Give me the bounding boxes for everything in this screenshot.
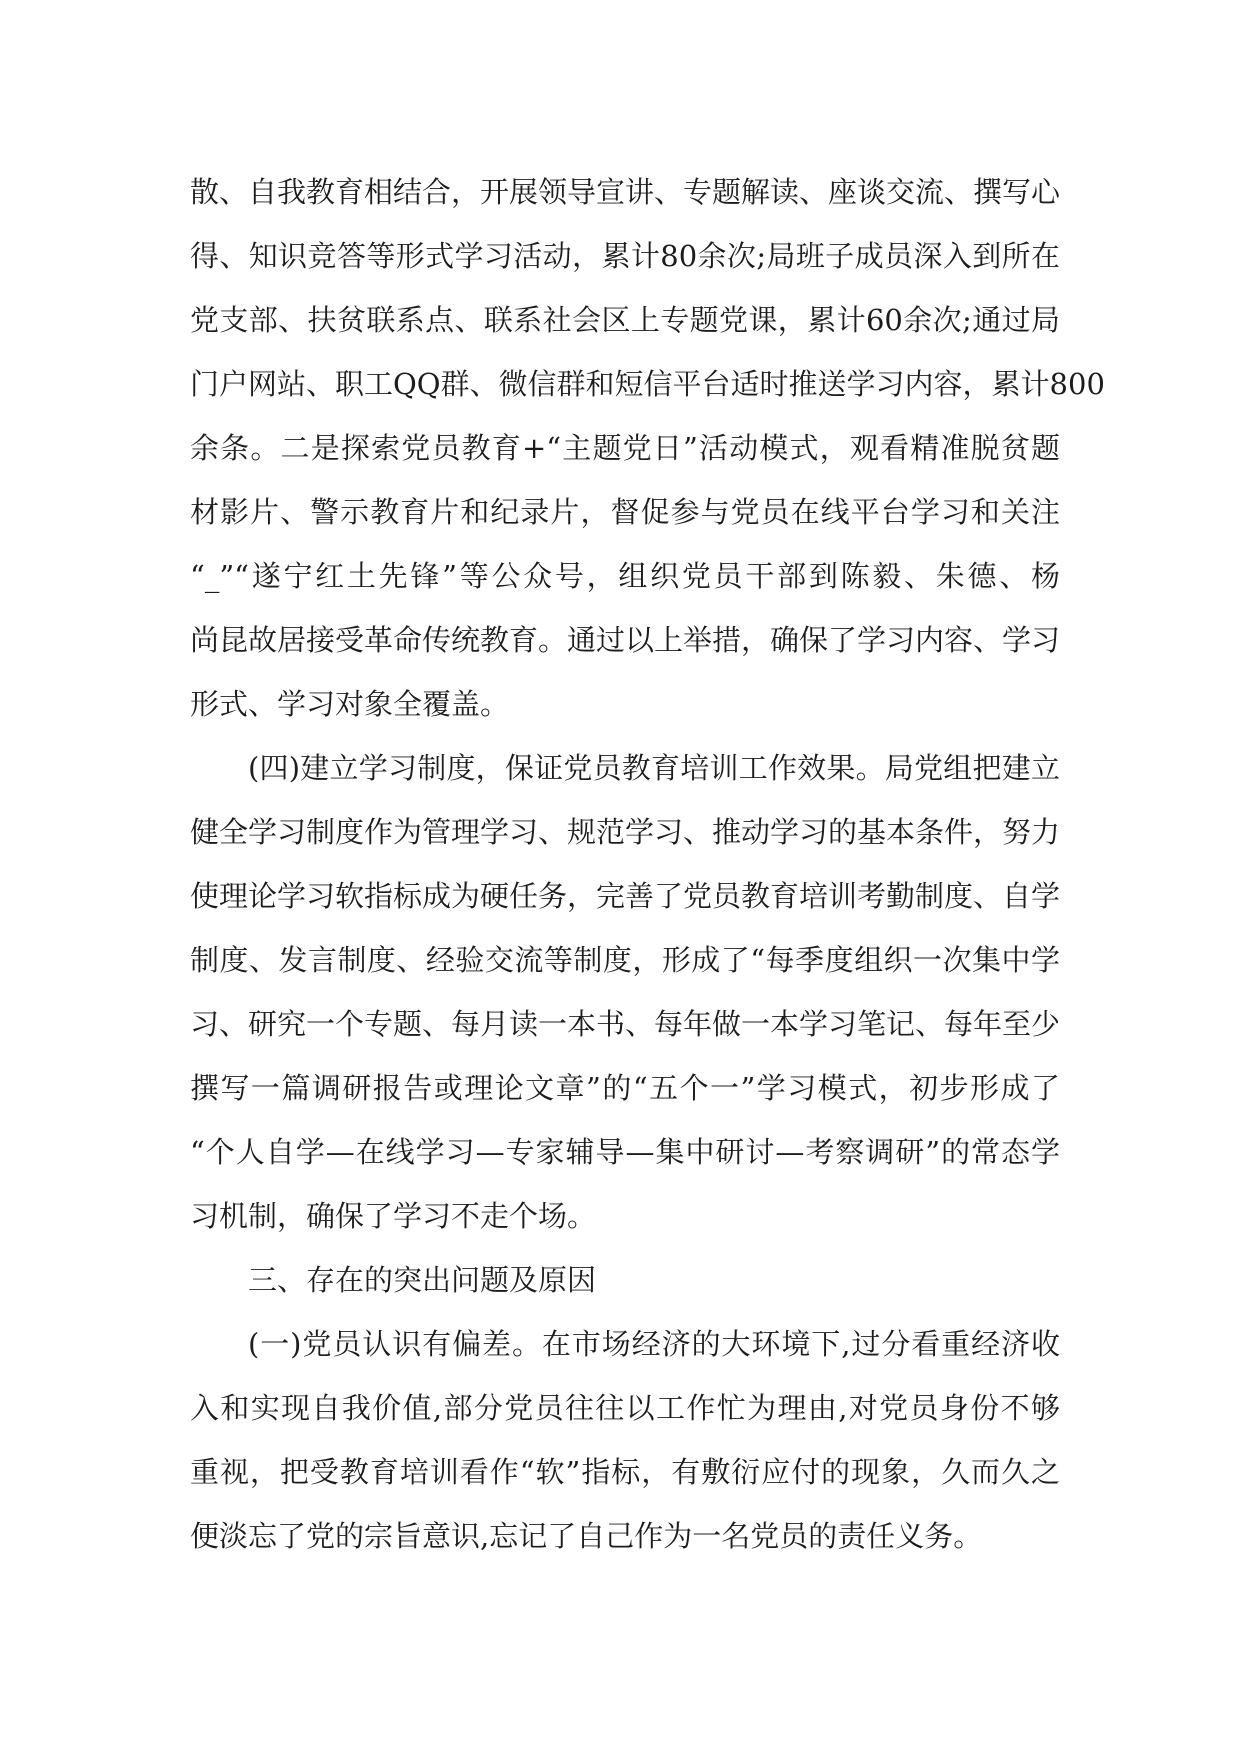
text-line: 尚昆故居接受革命传统教育。通过以上举措，确保了学习内容、学习 <box>190 623 1061 657</box>
document-body <box>190 160 1105 1568</box>
text-line: (四)建立学习制度，保证党员教育培训工作效果。局党组把建立 <box>248 751 1060 785</box>
text-line: 形式、学习对象全覆盖。 <box>190 687 510 721</box>
text-line: 入和实现自我价值,部分党员往往以工作忙为理由,对党员身份不够 <box>190 1391 1060 1425</box>
text-line: 得、知识竞答等形式学习活动，累计80余次;局班子成员深入到所在 <box>190 239 1060 273</box>
text-line: 材影片、警示教育片和纪录片，督促参与党员在线平台学习和关注 <box>190 495 1060 529</box>
text-line: 三、存在的突出问题及原因 <box>248 1263 597 1297</box>
text-line: “个人自学—在线学习—专家辅导—集中研讨—考察调研”的常态学 <box>190 1135 1060 1169</box>
text-line: 习、研究一个专题、每月读一本书、每年做一本学习笔记、每年至少 <box>190 1007 1061 1041</box>
text-line: “_”“遂宁红土先锋”等公众号，组织党员干部到陈毅、朱德、杨 <box>190 559 1060 593</box>
text-line: 余条。二是探索党员教育+“主题党日”活动模式，观看精准脱贫题 <box>190 431 1060 465</box>
text-line: 习机制，确保了学习不走个场。 <box>190 1199 597 1233</box>
text-line: (一)党员认识有偏差。在市场经济的大环境下,过分看重经济收 <box>248 1327 1060 1361</box>
text-line: 党支部、扶贫联系点、联系社会区上专题党课，累计60余次;通过局 <box>190 303 1060 337</box>
text-line: 门户网站、职工QQ群、微信群和短信平台适时推送学习内容，累计800 <box>190 367 1105 401</box>
text-line: 散、自我教育相结合，开展领导宣讲、专题解读、座谈交流、撰写心 <box>190 175 1061 209</box>
text-line: 便淡忘了党的宗旨意识,忘记了自己作为一名党员的责任义务。 <box>190 1519 983 1553</box>
text-line: 制度、发言制度、经验交流等制度，形成了“每季度组织一次集中学 <box>190 943 1060 977</box>
text-line: 健全学习制度作为管理学习、规范学习、推动学习的基本条件，努力 <box>190 815 1061 849</box>
text-line: 重视，把受教育培训看作“软”指标，有敷衍应付的现象，久而久之 <box>190 1455 1060 1489</box>
text-line: 使理论学习软指标成为硬任务，完善了党员教育培训考勤制度、自学 <box>190 879 1061 913</box>
text-line: 撰写一篇调研报告或理论文章”的“五个一”学习模式，初步形成了 <box>190 1071 1060 1105</box>
